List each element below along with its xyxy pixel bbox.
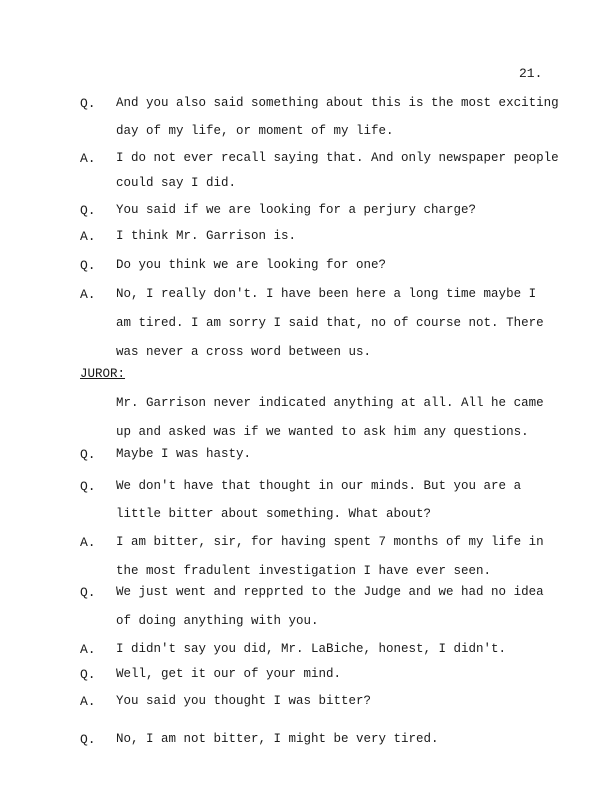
transcript-line: Mr. Garrison never indicated anything at all. All he came (116, 396, 544, 410)
speaker-label: Q. (80, 447, 96, 462)
speaker-label: Q. (80, 667, 96, 682)
transcript-line: You said you thought I was bitter? (116, 694, 372, 708)
speaker-label: A. (80, 694, 96, 709)
speaker-label: Q. (80, 258, 96, 273)
transcript-line: No, I am not bitter, I might be very tired. (116, 732, 439, 746)
speaker-label: Q. (80, 732, 96, 747)
transcript-line: am tired. I am sorry I said that, no of course not. There (116, 316, 544, 330)
transcript-line: We don't have that thought in our minds. But you are a (116, 479, 522, 493)
transcript-line: little bitter about something. What about? (116, 507, 432, 521)
speaker-label: A. (80, 642, 96, 657)
transcript-line: Maybe I was hasty. (116, 447, 252, 461)
transcript-line: of doing anything with you. (116, 614, 319, 628)
page-number: 21. (519, 66, 543, 81)
speaker-label: A. (80, 287, 96, 302)
transcript-line: I think Mr. Garrison is. (116, 229, 297, 243)
speaker-label: Q. (80, 96, 96, 111)
speaker-label: Q. (80, 479, 96, 494)
transcript-line: We just went and repprted to the Judge and we had no idea (116, 585, 544, 599)
speaker-label: A. (80, 229, 96, 244)
transcript-line: You said if we are looking for a perjury charge? (116, 203, 477, 217)
speaker-label: Q. (80, 203, 96, 218)
speaker-label: A. (80, 151, 96, 166)
transcript-line: up and asked was if we wanted to ask him any questions. (116, 425, 529, 439)
speaker-label: A. (80, 535, 96, 550)
transcript-line: I am bitter, sir, for having spent 7 months of my life in (116, 535, 544, 549)
transcript-line: Well, get it our of your mind. (116, 667, 342, 681)
transcript-line: day of my life, or moment of my life. (116, 124, 394, 138)
transcript-line: I didn't say you did, Mr. LaBiche, honest, I didn't. (116, 642, 507, 656)
speaker-label: Q. (80, 585, 96, 600)
transcript-line: I do not ever recall saying that. And only newspaper people (116, 151, 559, 165)
transcript-line: No, I really don't. I have been here a long time maybe I (116, 287, 537, 301)
juror-heading: JUROR: (80, 367, 126, 381)
transcript-line: Do you think we are looking for one? (116, 258, 387, 272)
transcript-line: the most fradulent investigation I have ever seen. (116, 564, 492, 578)
transcript-line: And you also said something about this is the most exciting (116, 96, 559, 110)
transcript-line: could say I did. (116, 176, 237, 190)
transcript-line: was never a cross word between us. (116, 345, 372, 359)
